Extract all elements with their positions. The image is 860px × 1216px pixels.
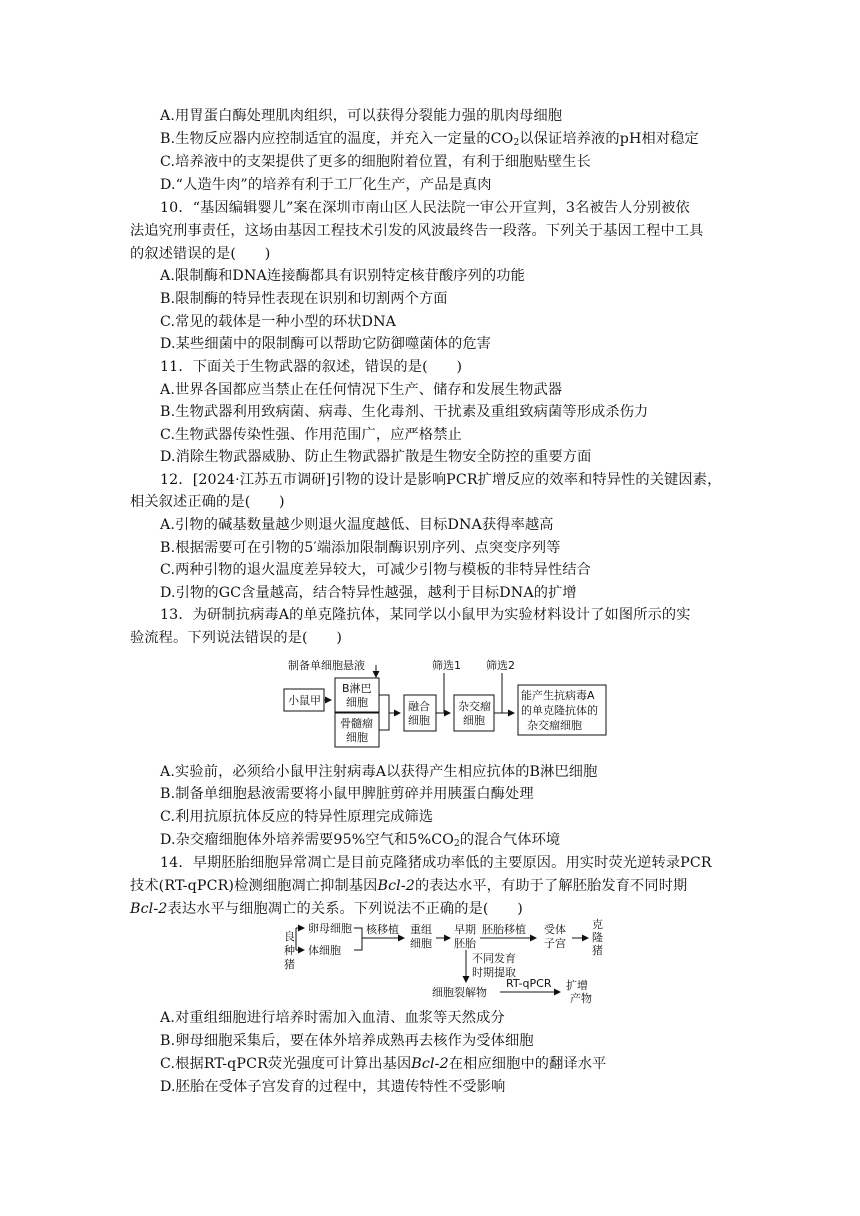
label-screen1: 筛选1 [432,659,461,672]
label-amp-2: 产物 [570,992,592,1005]
q9-option-b: B.生物反应器内应控制适宜的温度，并充入一定量的$CO_2$以保证培养液的pH相对稳定 [160,131,699,148]
q10-stem-line1: 10．“基因编辑婴儿”案在深圳市南山区人民法院一审公开宣判，3名被告人分别被依 [160,200,690,216]
q10-option-c: C.常见的载体是一种小型的环状DNA [160,314,397,330]
label-fused-2: 细胞 [408,714,430,727]
label-early-2: 胚胎 [454,937,476,950]
label-bcell-1: B淋巴 [342,682,372,695]
label-fused-1: 融合 [408,700,430,713]
q12-option-b: B.根据需要可在引物的5′端添加限制酶识别序列、点突变序列等 [160,540,561,556]
q14-option-b: B.卵母细胞采集后，要在体外培养成熟再去核作为受体细胞 [160,1033,534,1049]
label-oocyte: 卵母细胞 [308,922,352,935]
label-pig-3: 猪 [284,958,295,971]
q14-option-d: D.胚胎在受体子宫发育的过程中，其遗传特性不受影响 [160,1079,506,1095]
q12-stem-line1: 12．[2024·江苏五市调研]引物的设计是影响PCR扩增反应的效率和特异性的关键因素， [160,472,722,488]
q13-stem-line2: 验流程。下列说法错误的是( ) [130,630,343,646]
label-result-3: 杂交瘤细胞 [527,719,582,732]
q14-option-c: C.根据RT-qPCR荧光强度可计算出基因Bcl-2在相应细胞中的翻译水平 [160,1056,607,1072]
q9-option-a: A.用胃蛋白酶处理肌肉组织，可以获得分裂能力强的肌肉母细胞 [160,108,563,124]
q14-stem-line3: Bcl-2表达水平与细胞凋亡的关系。下列说法不正确的是( ) [130,901,523,917]
q13-stem-line1: 13．为研制抗病毒A的单克隆抗体，某同学以小鼠甲为实验材料设计了如图所示的实 [160,607,691,623]
label-pig-2: 种 [284,944,295,957]
q11-option-a: A.世界各国都应当禁止在任何情况下生产、储存和发展生物武器 [160,382,563,398]
label-clone-1: 克 [592,918,603,931]
q14-flow-diagram [282,916,622,1008]
q11-option-b: B.生物武器利用致病菌、病毒、生化毒剂、干扰素及重组致病菌等形成杀伤力 [160,404,649,420]
q14-stem-line1: 14．早期胚胎细胞异常凋亡是目前克隆猪成功率低的主要原因。用实时荧光逆转录PCR [160,855,712,871]
label-nuclear-transfer: 核移植 [366,923,399,936]
label-pig-1: 良 [284,930,295,943]
label-recomb-2: 细胞 [410,937,432,950]
label-embryo-transfer: 胚胎移植 [482,923,526,936]
bracket-nt [354,928,362,950]
q10-stem-line3: 的叙述错误的是( ) [130,246,271,262]
q12-option-a: A.引物的碱基数量越少则退火温度越低、目标DNA获得率越高 [160,517,554,533]
label-mouse: 小鼠甲 [288,694,321,707]
q10-option-a: A.限制酶和DNA连接酶都具有识别特定核苷酸序列的功能 [160,268,525,284]
label-result-1: 能产生抗病毒A [521,689,595,702]
label-recomb-1: 重组 [410,923,432,936]
q14-stem-line2: 技术(RT-qPCR)检测细胞凋亡抑制基因Bcl-2的表达水平，有助于了解胚胎发育不同时期 [130,878,688,894]
diagram-label-prepare: 制备单细胞悬液 [288,659,365,672]
label-amp-1: 扩增 [566,979,588,992]
label-clone-3: 猪 [592,944,603,957]
q12-option-d: D.引物的GC含量越高，结合特异性越强，越利于目标DNA的扩增 [160,585,577,601]
label-myeloma-1: 骨髓瘤 [340,717,373,730]
q13-option-a: A.实验前，必须给小鼠甲注射病毒A以获得产生相应抗体的B淋巴细胞 [160,764,598,780]
label-stages-1: 不同发育 [472,952,516,965]
label-recipient-2: 子宫 [544,937,566,950]
q9-option-d: D.“人造牛肉”的培养有利于工厂化生产，产品是真肉 [160,177,492,193]
label-early-1: 早期 [454,923,476,936]
label-hybridoma-1: 杂交瘤 [458,700,491,713]
q13-option-b: B.制备单细胞悬液需要将小鼠甲脾脏剪碎并用胰蛋白酶处理 [160,786,534,802]
label-result-2: 的单克隆抗体的 [521,704,598,717]
q11-option-d: D.消除生物武器威胁、防止生物武器扩散是生物安全防控的重要方面 [160,449,592,465]
q13-option-d: D.杂交瘤细胞体外培养需要95%空气和$5\%CO_2$的混合气体环境 [160,832,561,849]
q10-stem-line2: 法追究刑事责任，这场由基因工程技术引发的风波最终告一段落。下列关于基因工程中工具 [130,223,704,239]
q13-flow-diagram [280,655,640,750]
q12-stem-line2: 相关叙述正确的是( ) [130,494,285,510]
q11-stem: 11．下面关于生物武器的叙述，错误的是( ) [160,359,463,375]
q13-option-c: C.利用抗原抗体反应的特异性原理完成筛选 [160,809,434,825]
label-rtqpcr: RT-qPCR [506,977,552,990]
q10-option-b: B.限制酶的特异性表现在识别和切割两个方面 [160,291,448,307]
label-bcell-2: 细胞 [346,696,368,709]
q11-option-c: C.生物武器传染性强、作用范围广，应严格禁止 [160,427,462,443]
label-stages-2: 时期提取 [472,966,516,979]
label-myeloma-2: 细胞 [346,731,368,744]
q14-option-a: A.对重组细胞进行培养时需加入血清、血浆等天然成分 [160,1010,505,1026]
label-somatic: 体细胞 [308,944,341,957]
q10-option-d: D.某些细菌中的限制酶可以帮助它防御噬菌体的危害 [160,336,492,352]
label-hybridoma-2: 细胞 [463,714,485,727]
q9-option-c: C.培养液中的支架提供了更多的细胞附着位置，有利于细胞贴壁生长 [160,154,591,170]
label-lysate: 细胞裂解物 [432,986,487,999]
label-recipient-1: 受体 [544,923,566,936]
q12-option-c: C.两种引物的退火温度差异较大，可减少引物与模板的非特异性结合 [160,562,591,578]
bracket-merge [379,695,389,730]
label-clone-2: 隆 [592,931,603,944]
label-screen2: 筛选2 [486,659,515,672]
